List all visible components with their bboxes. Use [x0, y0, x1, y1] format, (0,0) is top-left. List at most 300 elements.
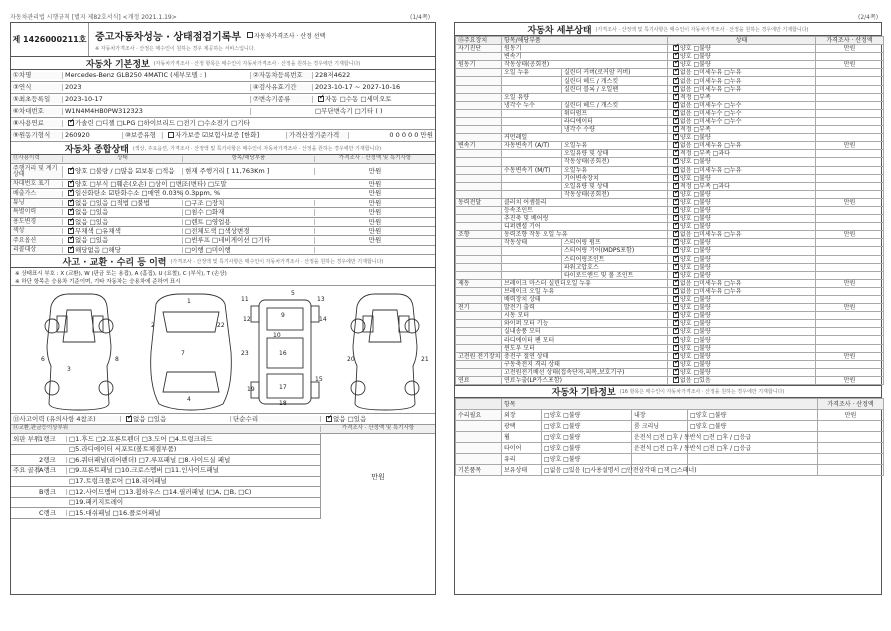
- detail-part: 스티어링 기어(MDPS포함): [562, 247, 668, 255]
- etc-price: [818, 421, 884, 432]
- status-checkbox[interactable]: [68, 219, 74, 225]
- detail-row: [456, 352, 884, 360]
- status-value: 해당없음 □해당: [75, 245, 121, 254]
- parts-items: □17.트렁크플로어 □18.리어패널: [69, 477, 167, 486]
- status-detail: □렌트 □영업용: [183, 219, 315, 226]
- detail-item: 원동기: [502, 45, 668, 53]
- etc-category: [456, 454, 502, 465]
- detail-part: 오일누유: [562, 166, 668, 174]
- basic-row: [11, 70, 435, 82]
- detail-item: [502, 174, 562, 182]
- status-item: 용도변경: [11, 219, 63, 225]
- detail-price: [816, 247, 884, 255]
- detail-status: 양호 □불량: [680, 215, 711, 223]
- detail-part: 파워고압호스: [562, 263, 668, 271]
- status-item: 주요옵션: [11, 238, 63, 244]
- detail-category: 원동기: [456, 61, 502, 69]
- detail-row: [456, 239, 884, 247]
- detail-category: [456, 360, 502, 368]
- transmission-checkbox[interactable]: [318, 96, 324, 102]
- detail-price: [816, 101, 884, 109]
- basic-label: ⑥차대번호: [11, 108, 63, 115]
- etc-item: 유리: [502, 454, 542, 465]
- etc-row: [456, 465, 884, 476]
- basic-label: ⑨원동기형식: [11, 132, 63, 139]
- parts-row: [11, 487, 320, 498]
- basic-label: ③연식: [11, 84, 63, 91]
- part-number: 16: [279, 350, 287, 358]
- etc-title: 자동차 기타정보 (16 항목은 매수인이 자동차가격조사 · 산정을 원하는 경우에만 기재합니다): [455, 385, 881, 398]
- detail-part: 기어변속장치: [562, 174, 668, 182]
- detail-category: [456, 158, 502, 166]
- detail-item: 변속기: [502, 53, 668, 61]
- simple-repair-value: 없음 □있음: [333, 414, 367, 423]
- parts-rank: A랭크: [37, 467, 67, 474]
- etc-item: 보유상태: [502, 465, 542, 476]
- etc-status: □양호 □불량: [542, 443, 632, 454]
- detail-category: 자기진단: [456, 45, 502, 53]
- detail-status: 양호 □불량: [680, 45, 711, 53]
- detail-item: 구동축전지 격리 상태: [502, 360, 668, 368]
- part-number: 11: [241, 296, 249, 304]
- detail-category: [456, 239, 502, 247]
- detail-part: 실린더 커버(로커암 커버): [562, 69, 668, 77]
- parts-row: [11, 477, 320, 488]
- detail-item: 실내송풍 모터: [502, 328, 668, 336]
- status-checkbox[interactable]: [68, 228, 74, 234]
- detail-row: [456, 206, 884, 214]
- detail-row: [456, 158, 884, 166]
- status-detail: 현재 주행거리 [ 11,763Km ]: [183, 168, 315, 175]
- detail-item: 작동상태: [502, 239, 562, 247]
- detail-category: [456, 190, 502, 198]
- detail-row: [456, 336, 884, 344]
- parts-rank: C랭크: [37, 510, 67, 517]
- status-item: 배출가스: [11, 191, 63, 197]
- detail-table: [455, 36, 884, 385]
- detail-category: 제동: [456, 279, 502, 287]
- detail-item: 오일 누유: [502, 69, 562, 77]
- detail-item: [502, 77, 562, 85]
- etc-category: 기본품목: [456, 465, 502, 476]
- parts-row: [11, 498, 320, 509]
- detail-price: [816, 320, 884, 328]
- part-number: 6: [41, 356, 45, 364]
- status-checkbox[interactable]: [68, 247, 74, 253]
- detail-item: 연료누출(LP가스포함): [502, 376, 668, 384]
- detail-price: [816, 271, 884, 279]
- detail-status: 적정 □부족 □과다: [680, 150, 730, 158]
- detail-item: 커먼레일: [502, 134, 668, 142]
- simple-repair-label: 단순수리: [231, 416, 321, 423]
- detail-price: [816, 328, 884, 336]
- status-checkbox[interactable]: [68, 237, 74, 243]
- parts-rank: B랭크: [37, 489, 67, 496]
- parts-price: 만원: [371, 472, 385, 481]
- accident-legend-note: ※ 하단 항목은 승용차 기준이며, 기타 자동차는 승용차에 준하여 표시: [15, 279, 181, 286]
- etc-item: 휠: [502, 432, 542, 443]
- status-checkbox[interactable]: [68, 209, 74, 215]
- status-item: 튜닝: [11, 200, 63, 206]
- detail-price: [816, 158, 884, 166]
- parts-items: □15.대쉬패널 □16.플로어패널: [69, 508, 161, 517]
- detail-status: 양호 □불량: [680, 207, 711, 215]
- detail-price: [816, 69, 884, 77]
- detail-category: 동력전달: [456, 198, 502, 206]
- detail-category: [456, 134, 502, 142]
- detail-header: [456, 37, 884, 45]
- detail-row: [456, 61, 884, 69]
- status-detail: □전체도색 □색상변경: [183, 228, 315, 235]
- transmission-type: 자동 □수동 □세미오토: [325, 95, 392, 104]
- detail-row: [456, 287, 884, 295]
- detail-status: 적정 □부족: [680, 93, 711, 101]
- detail-status: 양호 □불량: [680, 328, 711, 336]
- detail-row: [456, 142, 884, 150]
- detail-part: 작동상태(공회전): [562, 190, 668, 198]
- warranty-type: 자가보증 ☑보험사보증 [한화]: [175, 131, 260, 140]
- detail-price: 만원: [816, 304, 884, 312]
- detail-price: [816, 206, 884, 214]
- parts-col: 가격조사 · 산정액 및 특기사항: [341, 425, 415, 432]
- detail-row: [456, 247, 884, 255]
- part-number: 15: [315, 376, 323, 384]
- status-table: [11, 164, 435, 255]
- etc-col: 항목: [502, 399, 818, 410]
- detail-category: [456, 271, 502, 279]
- detail-status: 없음 □미세누수 □누수: [680, 117, 742, 125]
- status-checkbox[interactable]: [68, 200, 74, 206]
- detail-item: 브레이크 마스터 실린더오일 누유: [502, 279, 668, 287]
- detail-category: 연료: [456, 376, 502, 384]
- etc-price: [818, 465, 884, 476]
- detail-row: [456, 198, 884, 206]
- detail-row: [456, 134, 884, 142]
- status-price: 만원: [368, 179, 382, 188]
- detail-price: 만원: [816, 231, 884, 239]
- detail-row: [456, 360, 884, 368]
- status-item: 주행거리 및 계기상태: [11, 166, 63, 178]
- base-price: 0 0 0 0 0 만원: [389, 131, 433, 140]
- detail-row: [456, 344, 884, 352]
- detail-item: 고전원전기배선 상태(접속단자,피복,보호기구): [502, 368, 668, 376]
- detail-status: 없음 □있음: [680, 376, 711, 384]
- basic-label: ⑧사용연료: [11, 120, 63, 127]
- part-number: 12: [243, 316, 251, 324]
- detail-price: [816, 344, 884, 352]
- detail-item: 브레이크 오일 누유: [502, 287, 668, 295]
- etc-status2: [688, 465, 818, 476]
- detail-status: 양호 □불량: [680, 312, 711, 320]
- status-item: 색상: [11, 228, 63, 234]
- detail-category: [456, 126, 502, 134]
- detail-status: 없음 □미세누유 □누유: [680, 279, 742, 287]
- status-col: ⑪사용이력: [11, 156, 63, 162]
- page-number-2: (2/4쪽): [858, 14, 879, 21]
- detail-row: [456, 117, 884, 125]
- detail-price: [816, 368, 884, 376]
- status-value: 무채색 □유채색: [75, 226, 121, 235]
- parts-row: [11, 508, 320, 519]
- status-detail: □이행 □미이행: [183, 247, 315, 254]
- status-price: 만원: [368, 167, 382, 176]
- detail-price: 만원: [816, 376, 884, 384]
- detail-row: [456, 150, 884, 158]
- basic-label: ⑦변속기종류: [251, 96, 313, 103]
- basic-label: ②자동차등록번호: [251, 72, 313, 79]
- car-outline-drawing: [11, 286, 435, 414]
- detail-price: [816, 166, 884, 174]
- status-col: 항목/해당부품: [183, 156, 315, 162]
- detail-item: [502, 263, 562, 271]
- part-number: 1: [187, 298, 191, 306]
- detail-row: [456, 174, 884, 182]
- detail-price: [816, 77, 884, 85]
- detail-status: 없음 □미세누유 □누유: [680, 231, 742, 239]
- part-number: 10: [273, 332, 281, 340]
- detail-price: 만원: [816, 198, 884, 206]
- parts-group: 주요 골격: [13, 466, 41, 475]
- basic-label: ④검사유효기간: [251, 84, 313, 91]
- etc-price: 만원: [818, 410, 884, 421]
- status-item: 차대번호 표기: [11, 181, 63, 187]
- engine-type: 260920: [63, 132, 123, 139]
- etc-category: [456, 443, 502, 454]
- etc-status2: □양호 □불량: [688, 410, 818, 421]
- detail-status: 없음 □미세누유 □누유: [680, 166, 742, 174]
- detail-category: [456, 215, 502, 223]
- detail-category: [456, 69, 502, 77]
- detail-row: [456, 231, 884, 239]
- parts-col: ⑭교환,판금등이상부위: [11, 426, 321, 432]
- detail-category: [456, 312, 502, 320]
- part-number: 5: [291, 290, 295, 298]
- parts-rank: 2랭크: [37, 457, 67, 464]
- detail-status: 없음 □미세누유 □누유: [680, 142, 742, 150]
- detail-category: [456, 336, 502, 344]
- part-number: 20: [347, 356, 355, 364]
- detail-category: 조향: [456, 231, 502, 239]
- detail-category: [456, 53, 502, 61]
- detail-status: 양호 □불량: [680, 271, 711, 279]
- detail-price: [816, 85, 884, 93]
- status-price: 만원: [368, 208, 382, 217]
- detail-item: 클러치 어셈블리: [502, 198, 668, 206]
- etc-category: 수리필요: [456, 410, 502, 421]
- detail-price: 만원: [816, 61, 884, 69]
- status-price: 만원: [368, 189, 382, 198]
- detail-price: [816, 223, 884, 231]
- detail-item: [502, 126, 562, 134]
- part-number: 7: [181, 350, 185, 358]
- detail-col: ⑮주요장치: [456, 37, 502, 45]
- part-number: 23: [241, 350, 249, 358]
- detail-status: 양호 □불량: [680, 239, 711, 247]
- basic-label: ①차명: [11, 72, 63, 79]
- detail-item: 동력조향 작동 오일 누유: [502, 231, 668, 239]
- detail-row: [456, 109, 884, 117]
- detail-category: [456, 296, 502, 304]
- accident-legend: ※ 상태표시 부호 : X (교환), W (판금 또는 용접), A (흠집), U (요철), C (부식), T (손상): [15, 271, 227, 278]
- detail-status: 양호 □불량: [680, 296, 711, 304]
- detail-status: 양호 □불량: [680, 53, 711, 61]
- basic-info-table: [11, 70, 435, 142]
- accident-history-label: ⑬사고이력 (유의사항 4참조): [11, 416, 121, 423]
- detail-category: [456, 206, 502, 214]
- status-value: 없음 □있음 □적법 □불법: [75, 198, 150, 207]
- detail-category: 고전원 전기장치: [456, 352, 502, 360]
- part-number: 14: [319, 316, 327, 324]
- detail-status: 양호 □불량: [680, 223, 711, 231]
- price-check-label: 자동차가격조사 · 산정 선택: [254, 32, 326, 40]
- detail-category: 전기: [456, 304, 502, 312]
- fuel-type: 가솔린 □디젤 □LPG □하이브리드 □전기 □수소전기 □기타: [75, 119, 250, 128]
- title-note: ※ 자동차가격조사 · 산정은 매수인이 원하는 경우 제공하는 서비스입니다.: [95, 45, 256, 52]
- status-item: 특별이력: [11, 209, 63, 215]
- detail-category: [456, 344, 502, 352]
- detail-item: 충전구 절연 상태: [502, 352, 668, 360]
- detail-item: 라디에이터 팬 모터: [502, 336, 668, 344]
- detail-checkbox[interactable]: [673, 377, 679, 383]
- status-value: 일산화탄소 ☑탄화수소 □매연 0.03% 0.3ppm, %: [75, 189, 221, 198]
- basic-row: [11, 106, 435, 118]
- detail-row: [456, 279, 884, 287]
- detail-category: [456, 255, 502, 263]
- detail-part: 오일누유: [562, 142, 668, 150]
- detail-item: 디퍼렌셜 기어: [502, 223, 668, 231]
- detail-item: 냉각수 누수: [502, 101, 562, 109]
- detail-title: 자동차 세부상태 (가격조사 · 산정액 및 특기사항은 매수인이 자동차가격조사 · 산정을 원하는 경우에만 기재합니다): [455, 23, 881, 36]
- etc-row: [456, 432, 884, 443]
- detail-part: 스티어링 펌프: [562, 239, 668, 247]
- detail-item: [502, 117, 562, 125]
- etc-row: [456, 410, 884, 421]
- detail-price: [816, 109, 884, 117]
- etc-row: [456, 443, 884, 454]
- status-detail: □구조 □장치: [183, 200, 315, 207]
- detail-row: [456, 77, 884, 85]
- etc-status: □없음 □있음 (□사용설명서 □안전삼각대 □잭 □스패너): [542, 465, 632, 476]
- parts-items: □1.후드 □2.프론트펜더 □3.도어 □4.트렁크리드: [69, 434, 213, 443]
- detail-status: 양호 □불량: [680, 360, 711, 368]
- detail-part: 타이로드엔드 및 볼 조인트: [562, 271, 668, 279]
- parts-row: [11, 445, 320, 456]
- parts-header: [11, 425, 435, 434]
- parts-rank: 1랭크: [37, 436, 67, 443]
- status-value: 양호 □부식 □훼손(오손) □상이 □변조(변타) □도말: [75, 179, 227, 188]
- detail-part: 라디에이터: [562, 117, 668, 125]
- detail-item: [502, 247, 562, 255]
- vin-number: W1N4M4HB0PW312323: [63, 108, 251, 115]
- detail-row: [456, 166, 884, 174]
- status-header: [11, 155, 435, 164]
- detail-price: [816, 312, 884, 320]
- detail-row: [456, 328, 884, 336]
- detail-category: [456, 328, 502, 336]
- fuel-checkbox[interactable]: [68, 120, 74, 126]
- detail-category: [456, 287, 502, 295]
- parts-row: [11, 455, 320, 466]
- detail-price: [816, 360, 884, 368]
- record-number: 제 1426000211호: [11, 23, 89, 56]
- part-number: 4: [187, 396, 191, 404]
- detail-item: 발전기 출력: [502, 304, 668, 312]
- status-col: 상태: [63, 156, 183, 162]
- price-checkbox[interactable]: [247, 32, 253, 38]
- etc-col: [456, 399, 502, 410]
- etc-status: □양호 □불량: [542, 421, 632, 432]
- detail-row: [456, 126, 884, 134]
- status-title: 자동차 종합상태 (색상, 주요옵션, 가격조사 · 산정액 및 특기사항은 매수인이 자동차가격조사 · 산정을 원하는 경우에만 기재합니다): [11, 142, 435, 155]
- detail-item: [502, 182, 562, 190]
- status-checkbox[interactable]: [68, 168, 74, 174]
- part-number: 3: [67, 366, 71, 374]
- etc-item2: 운전석 □전 □후 / 동반석 □전 □후 / □응급: [632, 432, 688, 443]
- accident-none-checkbox[interactable]: [126, 416, 132, 422]
- detail-price: [816, 134, 884, 142]
- detail-item: [502, 85, 562, 93]
- warranty-checkbox[interactable]: [168, 132, 174, 138]
- parts-items: □12.사이드멤버 □13.휠하우스 □14.필러패널 (□A, □B, □C): [69, 487, 252, 496]
- detail-category: [456, 150, 502, 158]
- detail-status: 양호 □불량: [680, 134, 711, 142]
- detail-item: [502, 158, 562, 166]
- detail-status: 양호 □불량: [680, 255, 711, 263]
- detail-category: [456, 117, 502, 125]
- accident-history-value: 없음 □있음: [133, 414, 167, 423]
- detail-part: 오일유량 및 상태: [562, 182, 668, 190]
- basic-row: [11, 130, 435, 142]
- page-number-1: (1/4쪽): [410, 14, 431, 21]
- basic-label: 가격산정기준가격: [287, 132, 349, 139]
- detail-item: 시동 모터: [502, 312, 668, 320]
- detail-category: [456, 223, 502, 231]
- detail-category: 변속기: [456, 142, 502, 150]
- status-price: 만원: [368, 226, 382, 235]
- detail-col: 가격조사 · 산정액: [816, 37, 884, 45]
- detail-row: [456, 85, 884, 93]
- detail-row: [456, 304, 884, 312]
- detail-row: [456, 320, 884, 328]
- status-checkbox[interactable]: [68, 190, 74, 196]
- etc-item2: 내장: [632, 410, 688, 421]
- status-col: 가격조사 · 산정액 및 특기사항: [338, 155, 412, 162]
- detail-row: [456, 263, 884, 271]
- status-checkbox[interactable]: [68, 181, 74, 187]
- etc-status2: [688, 454, 818, 465]
- etc-row: [456, 454, 884, 465]
- etc-row: [456, 421, 884, 432]
- page-one-sheet: [10, 22, 436, 595]
- transmission-other: □무단변속기 □기타 ( ): [315, 107, 383, 116]
- detail-status: 적정 □부족 □과다: [680, 182, 730, 190]
- detail-item: 등속조인트: [502, 206, 668, 214]
- detail-item: [502, 150, 562, 158]
- inspection-period: 2023-10-17 ~ 2027-10-16: [315, 83, 401, 92]
- etc-price: [818, 443, 884, 454]
- detail-row: [456, 93, 884, 101]
- part-number: 9: [281, 312, 285, 320]
- part-number: 21: [421, 356, 429, 364]
- detail-col: 항목/해당부품: [502, 37, 668, 45]
- registration-number: 228저4622: [315, 71, 351, 80]
- detail-price: [816, 190, 884, 198]
- detail-category: [456, 263, 502, 271]
- detail-item: 작동상태(공회전): [502, 61, 668, 69]
- detail-part: 실린더 블록 / 오일팬: [562, 85, 668, 93]
- simple-repair-checkbox[interactable]: [326, 416, 332, 422]
- detail-item: 수동변속기 (M/T): [502, 166, 562, 174]
